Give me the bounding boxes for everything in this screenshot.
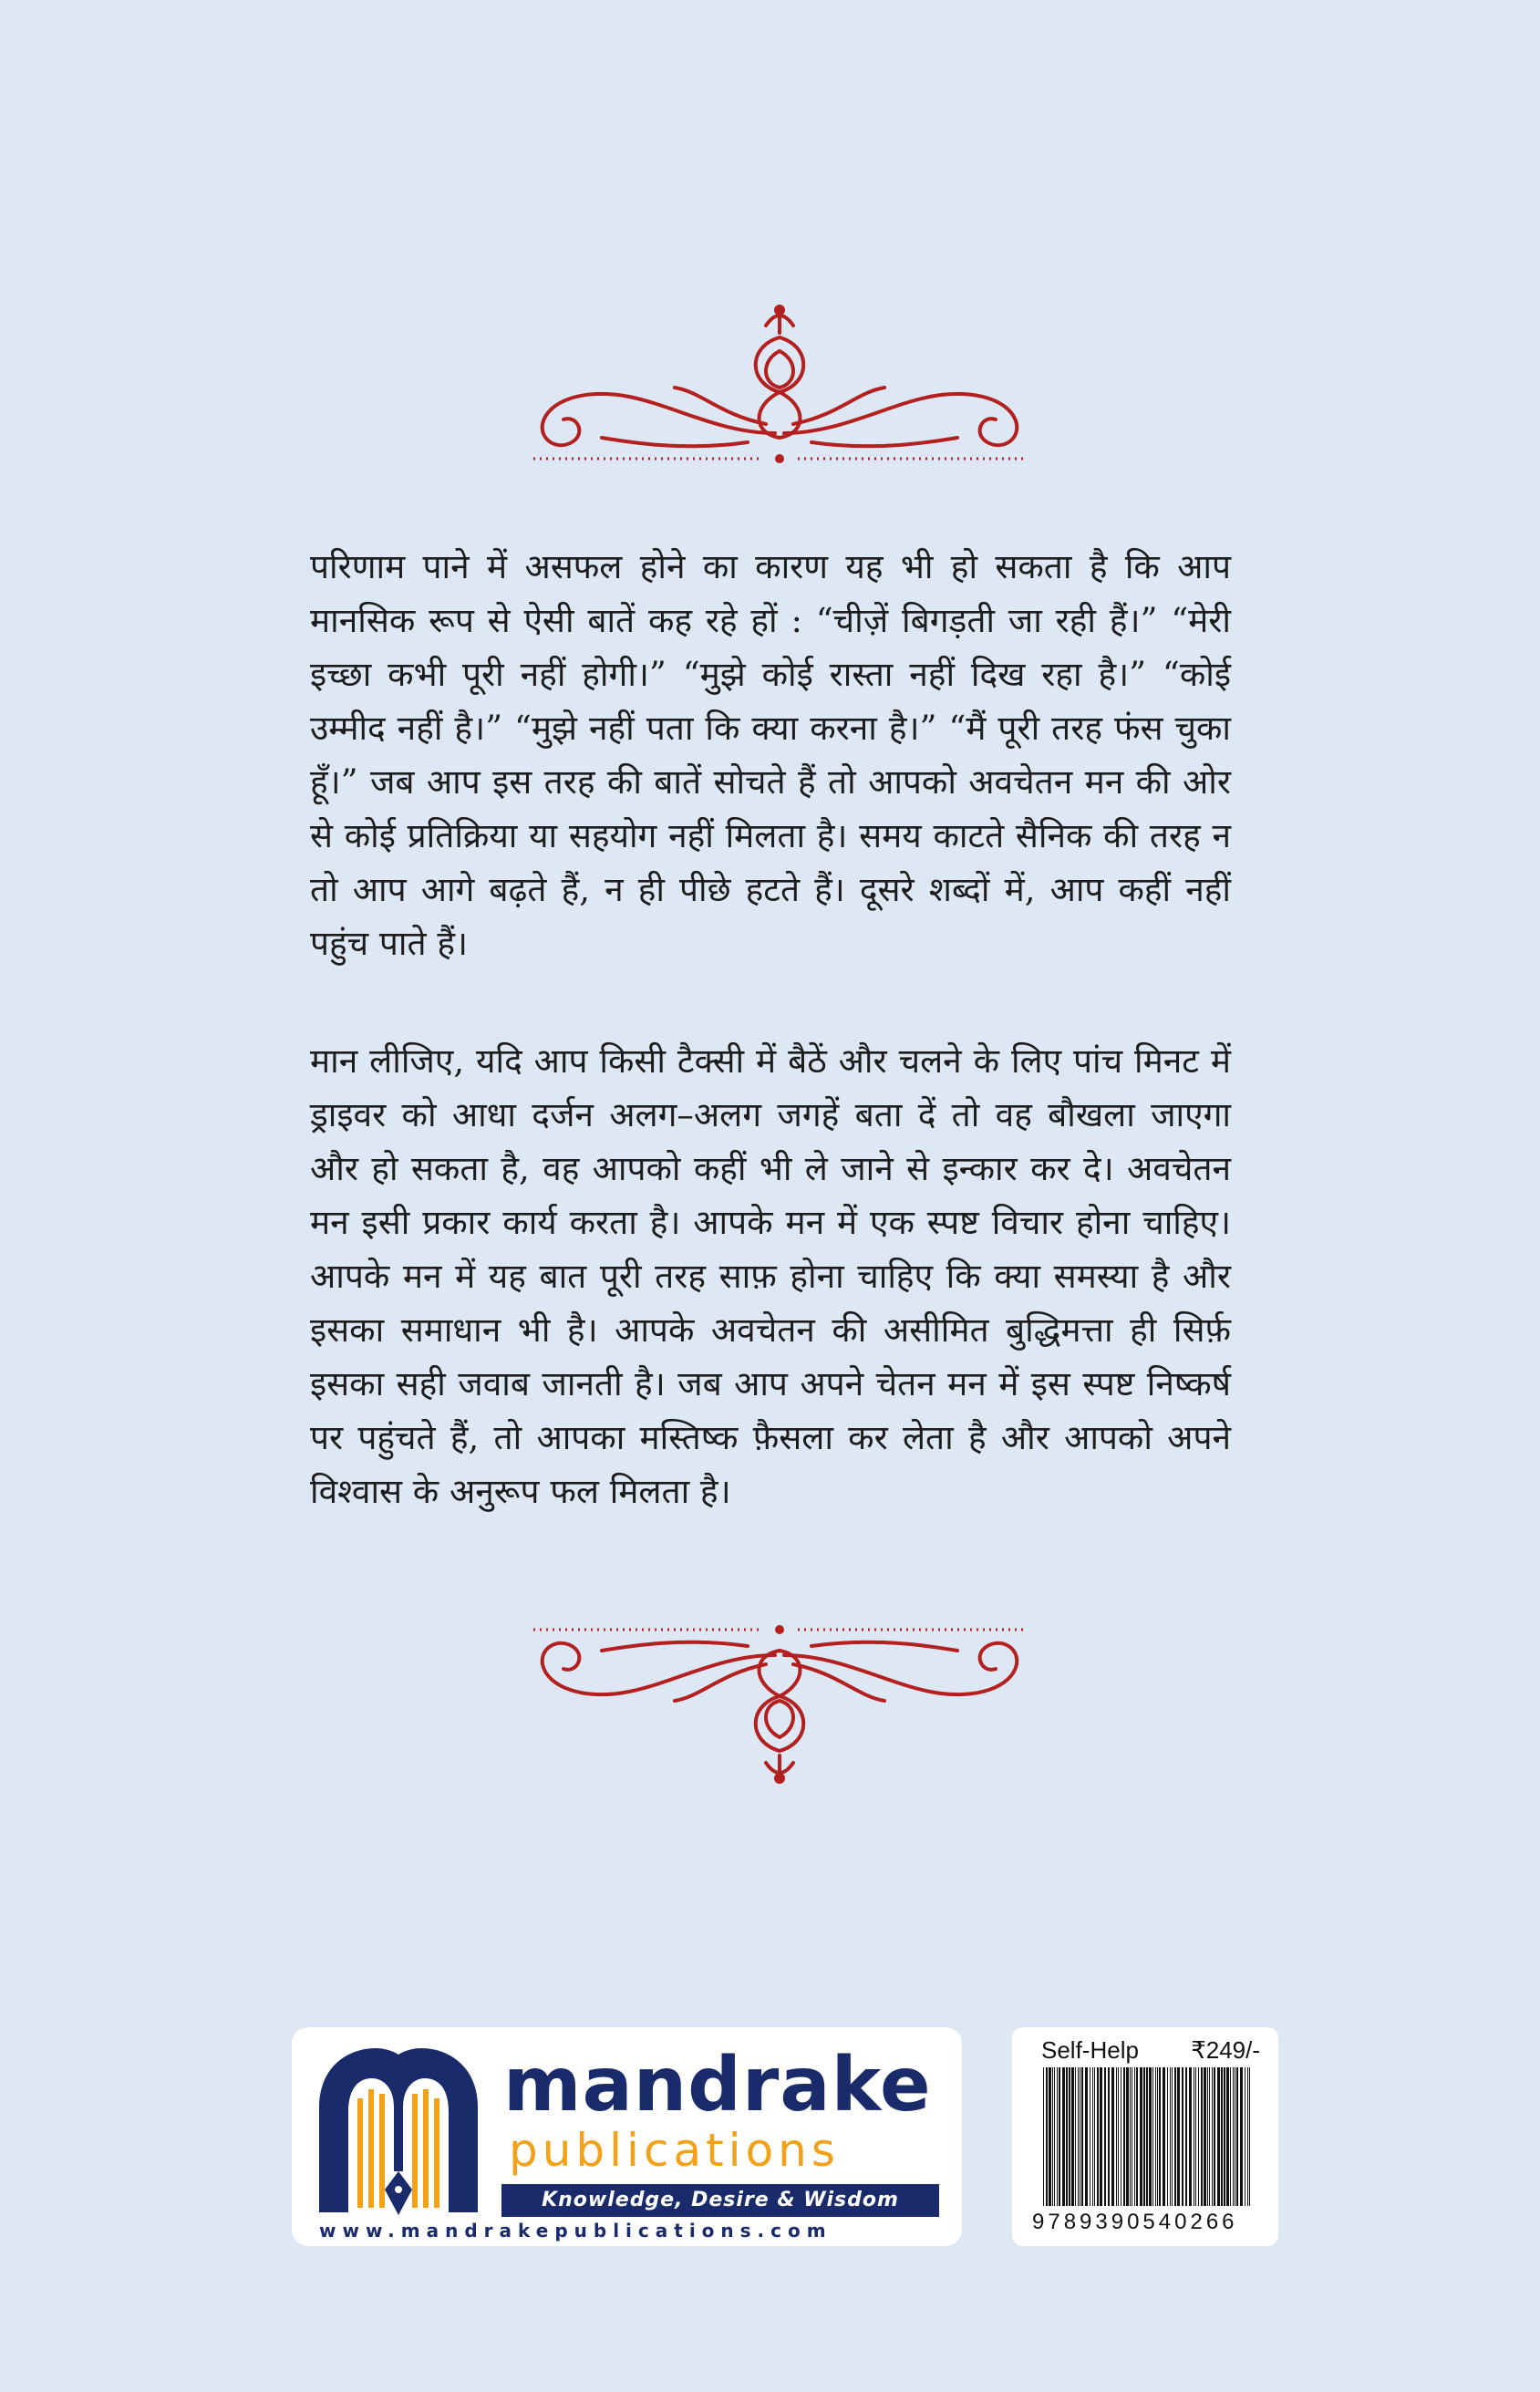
barcode-bar bbox=[1170, 2067, 1171, 2206]
barcode-bar bbox=[1224, 2067, 1225, 2206]
barcode-bar bbox=[1149, 2067, 1152, 2206]
barcode-bar bbox=[1233, 2067, 1234, 2206]
barcode-bar bbox=[1075, 2067, 1076, 2206]
barcode-bar bbox=[1159, 2067, 1161, 2206]
barcode-bar bbox=[1212, 2067, 1213, 2206]
barcode-bar bbox=[1066, 2067, 1068, 2206]
barcode-bar bbox=[1221, 2067, 1223, 2206]
barcode-bar bbox=[1140, 2067, 1142, 2206]
barcode-bar bbox=[1204, 2067, 1206, 2206]
barcode-bar bbox=[1134, 2067, 1135, 2206]
publisher-logo-panel bbox=[292, 2027, 962, 2246]
barcode-bar bbox=[1108, 2067, 1110, 2206]
barcode-bar bbox=[1081, 2067, 1083, 2206]
barcode-bar bbox=[1247, 2067, 1248, 2206]
barcode-bar bbox=[1085, 2067, 1088, 2206]
barcode-bar bbox=[1249, 2067, 1250, 2206]
barcode-header bbox=[1041, 2036, 1260, 2064]
barcode-bar bbox=[1157, 2067, 1158, 2206]
publisher-subtitle: publications bbox=[509, 2124, 840, 2177]
barcode-bar bbox=[1136, 2067, 1138, 2206]
isbn-number: 9789390540266 bbox=[1032, 2210, 1238, 2234]
barcode-bar bbox=[1049, 2067, 1051, 2206]
barcode-bar bbox=[1069, 2067, 1070, 2206]
barcode-bar bbox=[1118, 2067, 1119, 2206]
barcode-bar bbox=[1172, 2067, 1173, 2206]
barcode-bar bbox=[1209, 2067, 1210, 2206]
barcode-bar bbox=[1104, 2067, 1106, 2206]
barcode-bar bbox=[1094, 2067, 1095, 2206]
barcode-bar bbox=[1195, 2067, 1196, 2206]
barcode-bar bbox=[1052, 2067, 1053, 2206]
barcode-bar bbox=[1100, 2067, 1102, 2206]
barcode-bar bbox=[1201, 2067, 1203, 2206]
barcode-bar bbox=[1146, 2067, 1148, 2206]
barcode-bar bbox=[1071, 2067, 1074, 2206]
barcode-bar bbox=[1185, 2067, 1187, 2206]
book-category: Self-Help bbox=[1041, 2036, 1139, 2064]
barcode-bar bbox=[1130, 2067, 1131, 2206]
barcode-bar bbox=[1097, 2067, 1099, 2206]
barcode-bar bbox=[1123, 2067, 1125, 2206]
barcode-bar bbox=[1116, 2067, 1117, 2206]
barcode-bar bbox=[1163, 2067, 1165, 2206]
pen-nib-arch-icon bbox=[312, 2044, 485, 2217]
publisher-name: mandrake bbox=[503, 2042, 932, 2128]
barcode-bar bbox=[1198, 2067, 1199, 2206]
barcode-bar bbox=[1062, 2067, 1065, 2206]
barcode-bar bbox=[1226, 2067, 1229, 2206]
publisher-website: www.mandrakepublications.com bbox=[319, 2220, 832, 2242]
barcode-bar bbox=[1230, 2067, 1231, 2206]
barcode-bar bbox=[1059, 2067, 1060, 2206]
barcode-bar bbox=[1167, 2067, 1168, 2206]
barcode-bar bbox=[1217, 2067, 1220, 2206]
body-paragraph-1: परिणाम पाने में असफल होने का कारण यह भी हो सकता है कि आप मानसिक रूप से ऐसी बातें कह रहे हों : “चीज़ें बिगड़ती जा रही हैं।” “मेरी इच्छा कभी पूरी नहीं होगी।” “मुझे कोई रास्ता नहीं दिख रहा है।” “कोई उम्मीद नहीं है।” “मुझे नहीं पता कि क्या करना है।” “मैं पूरी तरह फंस चुका हूँ।” जब आप इस तरह की बातें सोचते हैं तो आपको अवचेतन मन की ओर से कोई प्रतिक्रिया या सहयोग नहीं मिलता है। समय काटते सैनिक की तरह न तो आप आगे बढ़ते हैं, न ही पीछे हटते हैं। दूसरे शब्दों में, आप कहीं नहीं पहुंच पाते हैं। bbox=[310, 547, 1231, 963]
barcode-bar bbox=[1126, 2067, 1129, 2206]
publisher-tagline: Knowledge, Desire & Wisdom bbox=[501, 2184, 939, 2217]
barcode-bar bbox=[1177, 2067, 1180, 2206]
barcode-bar bbox=[1143, 2067, 1145, 2206]
book-price: ₹249/- bbox=[1191, 2036, 1260, 2064]
body-paragraph-2: मान लीजिए, यदि आप किसी टैक्सी में बैठें और चलने के लिए पांच मिनट में ड्राइवर को आधा दर्जन अलग–अलग जगहें बता दें तो वह बौखला जाएगा और हो सकता है, वह आपको कहीं भी ले जाने से इन्कार कर दे। अवचेतन मन इसी प्रकार कार्य करता है। आपके मन में एक स्पष्ट विचार होना चाहिए। आपके मन में यह बात पूरी तरह साफ़ होना चाहिए कि क्या समस्या है और इसका समाधान भी है। आपके अवचेतन की असीमित बुद्धिमत्ता ही सिर्फ़ इसका सही जवाब जानती है। जब आप अपने चेतन मन में इस स्पष्ट निष्कर्ष पर पहुंचते हैं, तो आपका मस्तिष्क फ़ैसला कर लेता है और आपको अपने विश्वास के अनुरूप फल मिलता है। bbox=[310, 1041, 1231, 1511]
barcode-bar bbox=[1046, 2067, 1048, 2206]
barcode-bar bbox=[1174, 2067, 1176, 2206]
barcode-bar bbox=[1182, 2067, 1183, 2206]
barcode-bar bbox=[1043, 2067, 1044, 2206]
top-ornament bbox=[520, 296, 1039, 470]
bottom-ornament bbox=[520, 1619, 1039, 1792]
barcode-bar bbox=[1078, 2067, 1079, 2206]
barcode-bar bbox=[1240, 2067, 1243, 2206]
barcode-bar bbox=[1236, 2067, 1238, 2206]
barcode-bars bbox=[1041, 2067, 1253, 2206]
barcode-bar bbox=[1155, 2067, 1156, 2206]
barcode-bar bbox=[1152, 2067, 1153, 2206]
barcode-panel bbox=[1012, 2027, 1278, 2246]
barcode-bar bbox=[1111, 2067, 1114, 2206]
barcode-bar bbox=[1189, 2067, 1192, 2206]
barcode-bar bbox=[1214, 2067, 1215, 2206]
barcode-bar bbox=[1207, 2067, 1208, 2206]
barcode-bar bbox=[1057, 2067, 1058, 2206]
barcode-bar bbox=[1054, 2067, 1055, 2206]
barcode-bar bbox=[1092, 2067, 1093, 2206]
